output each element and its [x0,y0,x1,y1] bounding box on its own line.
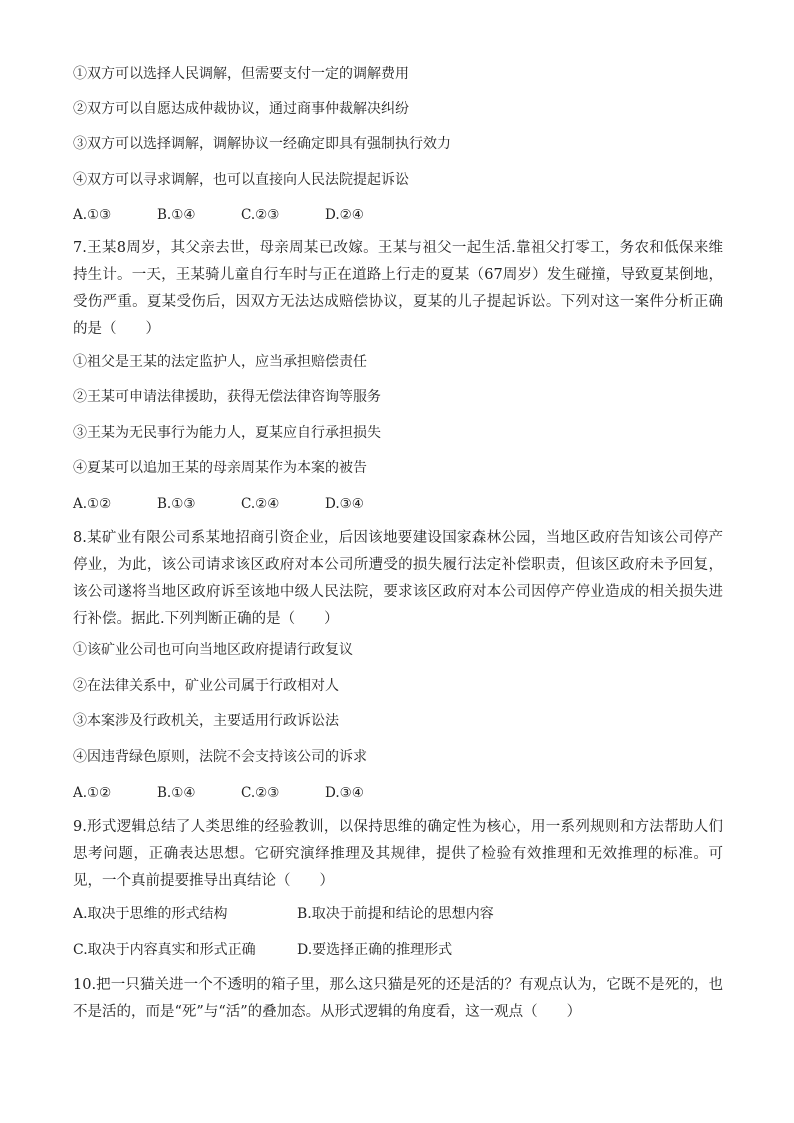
q7-option-b: B.①③ [157,496,196,512]
q6-statement-3: ③双方可以选择调解，调解协议一经确定即具有强制执行效力 [73,136,451,152]
q7-statement-2: ②王某可申请法律援助，获得无偿法律咨询等服务 [73,389,381,405]
q6-statement-1: ①双方可以选择人民调解，但需要支付一定的调解费用 [73,66,409,82]
q8-option-b: B.①④ [157,785,196,801]
q7-statement-1: ①祖父是王某的法定监护人，应当承担赔偿责任 [73,354,367,370]
q9-options-row-1 [73,904,521,924]
q7-option-a: A.①② [73,496,112,512]
q6-option-a: A.①③ [73,207,112,223]
q7-statement-4: ④夏某可以追加王某的母亲周某作为本案的被告 [73,460,367,476]
q6-option-d: D.②④ [325,207,364,223]
q8-statement-4: ④因违背绿色原则，法院不会支持该公司的诉求 [73,749,367,765]
q9-options-row-2 [73,940,521,960]
q8-options [73,783,409,803]
q8-option-a: A.①② [73,785,112,801]
q8-statement-1: ①该矿业公司也可向当地区政府提请行政复议 [73,642,353,658]
q9-option-b: B.取决于前提和结论的思想内容 [297,906,494,922]
q10-question: 10.把一只猫关进一个不透明的箱子里，那么这只猫是死的还是活的？有观点认为，它既不是死的，也不是活的，而是“死”与“活”的叠加态。从形式逻辑的角度看，这一观点（ ） [73,977,723,1020]
q7-options [73,494,409,514]
q6-option-b: B.①④ [157,207,196,223]
q8-option-d: D.③④ [325,785,364,801]
q9-option-a: A.取决于思维的形式结构 [73,906,228,922]
q7-option-d: D.③④ [325,496,364,512]
q7-statement-3: ③王某为无民事行为能力人，夏某应自行承担损失 [73,425,381,441]
q8-question: 8.某矿业有限公司系某地招商引资企业，后因该地要建设国家森林公园，当地区政府告知该公司停产停业，为此，该公司请求该区政府对本公司所遭受的损失履行法定补偿职责，但该区政府未予回复，该公司遂将当地区政府诉至该地中级人民法院，要求该区政府对本公司因停产停业造成的相关损失进行补偿。据此.下列判断正确的是（ ） [73,530,723,627]
q8-statement-3: ③本案涉及行政机关，主要适用行政诉讼法 [73,713,339,729]
q8-option-c: C.②③ [241,785,280,801]
q6-option-c: C.②③ [241,207,280,223]
q9-option-d: D.要选择正确的推理形式 [297,942,453,958]
q9-question: 9.形式逻辑总结了人类思维的经验教训，以保持思维的确定性为核心，用一系列规则和方法帮助人们思考问题，正确表达思想。它研究演绎推理及其规律，提供了检验有效推理和无效推理的标准。可见，一个真前提要推导出真结论（ ） [73,819,723,889]
q6-statement-2: ②双方可以自愿达成仲裁协议，通过商事仲裁解决纠纷 [73,101,409,117]
q6-options [73,205,409,225]
q6-statement-4: ④双方可以寻求调解，也可以直接向人民法院提起诉讼 [73,172,409,188]
q7-question: 7.王某8周岁，其父亲去世，母亲周某已改嫁。王某与祖父一起生活.靠祖父打零工，务农和低保来维持生计。一天，王某骑儿童自行车时与正在道路上行走的夏某（67周岁）发生碰撞，导致夏某倒地，受伤严重。夏某受伤后，因双方无法达成赔偿协议，夏某的儿子提起诉讼。下列对这一案件分析正确的是（ ） [73,240,723,337]
q8-statement-2: ②在法律关系中，矿业公司属于行政相对人 [73,678,339,694]
q7-option-c: C.②④ [241,496,280,512]
q9-option-c: C.取决于内容真实和形式正确 [73,942,256,958]
